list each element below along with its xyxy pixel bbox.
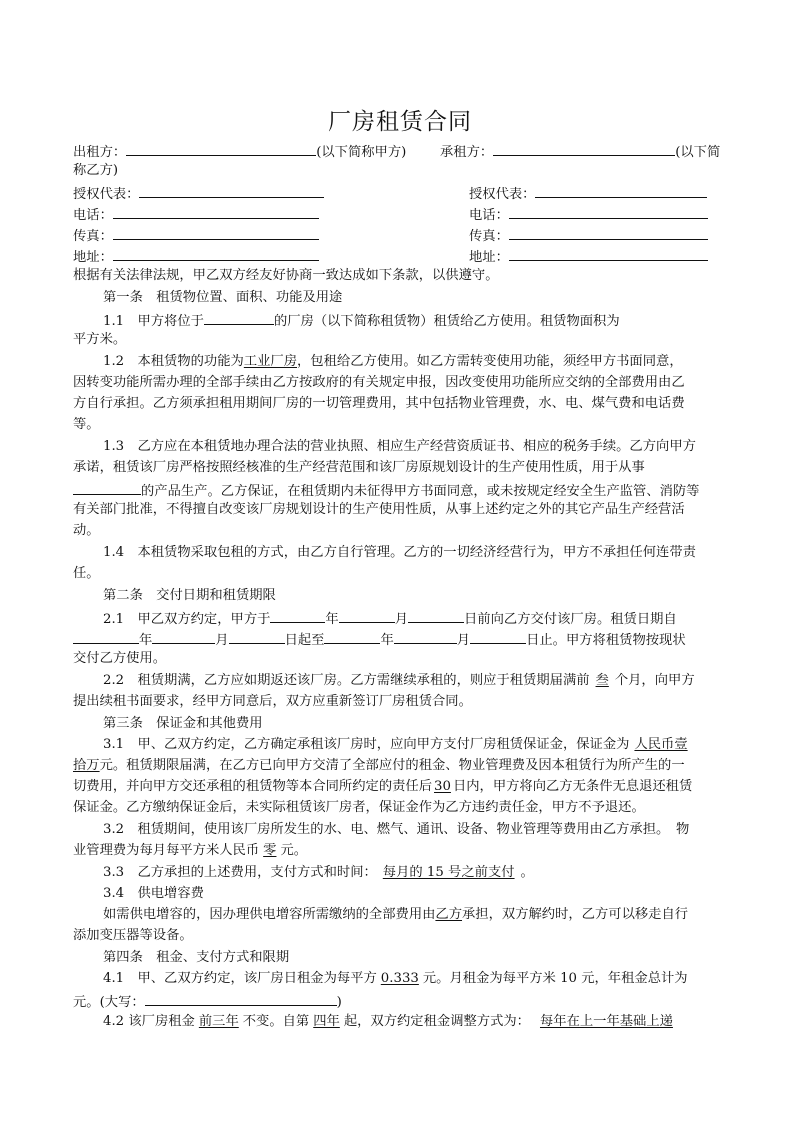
clause-1-2-line-2: 因转变功能所需办理的全部手续由乙方按政府的有关规定申报，因改变使用功能所应交纳的全部费用由乙 (73, 375, 685, 390)
lessee-address-blank[interactable] (509, 247, 708, 261)
clause-3-1-line-4: 保证金。乙方缴纳保证金后，未实际租赁该厂房者，保证金作为乙方违约责任金，甲方不予退还。 (73, 800, 645, 815)
lessee-fax-label: 传真： (469, 229, 509, 244)
clause-1-3-line-1: 1.3 乙方应在本租赁地办理合法的营业执照、相应生产经营资质证书、相应的税务手续。乙方向甲方 (103, 439, 696, 454)
clause-1-3-line-5: 动。 (73, 523, 100, 538)
clause-3-4-line-1: 如需供电增容的，因办理供电增容所需缴纳的全部费用由乙方承担，双方解约时，乙方可以移走自行 (103, 907, 689, 922)
article-4-heading: 第四条 租金、支付方式和限期 (103, 950, 290, 965)
lessor-fax-label: 传真： (73, 229, 113, 244)
power-fee-payer-fill: 乙方 (435, 907, 463, 922)
lessor-suffix: (以下简称甲方) (316, 145, 407, 160)
product-blank[interactable] (73, 481, 141, 495)
clause-3-1-line-3: 切费用，并向甲方交还承租的租赁物等本合同所约定的责任后 30 日内，甲方将向乙方无条件无息退还租赁 (73, 779, 693, 794)
lessor-address-label: 地址： (73, 250, 113, 265)
lessee-address-label: 地址： (469, 250, 509, 265)
clause-1-3-line-3: 的产品生产。乙方保证，在租赁期内未征得甲方书面同意，或未按规定经安全生产监管、消防等 (73, 481, 699, 500)
lessor-phone-line (73, 205, 319, 224)
clause-3-4-line-2: 添加变压器等设备。 (73, 928, 193, 943)
lessor-fax-blank[interactable] (113, 226, 319, 240)
clause-1-1-line-1: 1.1 甲方将位于 的厂房（以下简称租赁物）租赁给乙方使用。租赁物面积为 (103, 311, 728, 330)
lessor-line (73, 142, 406, 161)
adjust-method-fill: 每年在上一年基础上递 (539, 1014, 673, 1029)
adjust-start-year-fill: 四年 (313, 1014, 340, 1029)
lessee-fax-blank[interactable] (509, 226, 708, 240)
clause-1-4-line-2: 任。 (73, 566, 100, 581)
clause-2-1-line-1: 2.1 甲乙双方约定，甲方于 年 月 日前向乙方交付该厂房。租赁日期自 (103, 609, 677, 628)
article-2-heading: 第二条 交付日期和租赁期限 (103, 588, 276, 603)
lessor-agent-blank[interactable] (139, 184, 324, 198)
delivery-year-blank[interactable] (270, 609, 325, 623)
delivery-month-blank[interactable] (339, 609, 395, 623)
renewal-months-fill: 叁 (595, 673, 609, 688)
function-fill: 工业厂房 (243, 354, 298, 369)
document-title: 厂房租赁合同 (328, 109, 472, 135)
lessor-address-line (73, 247, 319, 266)
refund-days-fill: 30 (434, 779, 451, 794)
location-blank[interactable] (204, 311, 274, 325)
start-year-blank[interactable] (73, 630, 139, 644)
lessee-line (440, 142, 720, 161)
deposit-fill-2: 拾万 (73, 758, 100, 773)
clause-2-1-line-2: 年 月 日起至 年 月 日止。甲方将租赁物按现状 (73, 630, 686, 649)
clause-1-2-line-4: 等。 (73, 417, 100, 432)
clause-1-2-line-1: 1.2 本租赁物的功能为工业厂房，包租给乙方使用。如乙方需转变使用功能，须经甲方书面同意， (103, 354, 683, 369)
lessor-fax-line (73, 226, 319, 245)
lessee-fax-line (469, 226, 708, 245)
lessor-phone-label: 电话： (73, 208, 113, 223)
clause-2-2-line-1: 2.2 租赁期满，乙方应如期返还该厂房。乙方需继续承租的，则应于租赁期届满前 叁 个月，向甲方 (103, 673, 695, 688)
clause-1-3-line-4: 有关部门批准，不得擅自改变该厂房规划设计的生产使用性质，从事上述约定之外的其它产品生产经营活 (73, 502, 685, 517)
fixed-period-fill: 前三年 (198, 1014, 239, 1029)
clause-3-1-line-1: 3.1 甲、乙双方约定，乙方确定承租该厂房时，应向甲方支付厂房租赁保证金，保证金为 人民币壹 (103, 737, 688, 752)
clause-4-1-line-2: 元。(大写： ) (73, 992, 342, 1011)
clause-1-1-line-2: 平方米。 (73, 332, 127, 347)
lessee-agent-line (469, 184, 707, 203)
lessee-phone-label: 电话： (469, 208, 509, 223)
article-3-heading: 第三条 保证金和其他费用 (103, 716, 263, 731)
end-month-blank[interactable] (394, 630, 457, 644)
lessor-phone-blank[interactable] (113, 205, 319, 219)
lessor-agent-label: 授权代表： (73, 187, 140, 202)
lessee-address-line (469, 247, 708, 266)
clause-1-4-line-1: 1.4 本租赁物采取包租的方式，由乙方自行管理。乙方的一切经济经营行为，甲方不承担任何连带责 (103, 545, 696, 560)
lessee-agent-blank[interactable] (535, 184, 707, 198)
lessor-blank[interactable] (126, 142, 316, 156)
clause-1-3-line-2: 承诺，租赁该厂房严格按照经核准的生产经营范围和该厂房原规划设计的生产使用性质，用于从事 (73, 460, 645, 475)
start-day-blank[interactable] (229, 630, 285, 644)
clause-3-2-line-1: 3.2 租赁期间，使用该厂房所发生的水、电、燃气、通讯、设备、物业管理等费用由乙方承担。 物 (103, 822, 690, 837)
clause-3-4-heading: 3.4 供电增容费 (103, 886, 204, 901)
lessee-blank[interactable] (493, 142, 675, 156)
clause-2-2-line-2: 提出续租书面要求，经甲方同意后，双方应重新签订厂房租赁合同。 (73, 694, 472, 709)
article-1-heading: 第一条 租赁物位置、面积、功能及用途 (103, 290, 343, 305)
clause-3-3-line-1: 3.3 乙方承担的上述费用，支付方式和时间： 每月的 15 号之前支付 。 (103, 865, 534, 880)
intro-paragraph: 根据有关法律法规，甲乙双方经友好协商一致达成如下条款，以供遵守。 (73, 268, 499, 283)
clause-1-2-line-3: 方自行承担。乙方须承担租用期间厂房的一切管理费用，其中包括物业管理费，水、电、煤气费和电话费 (73, 396, 685, 411)
lessor-address-blank[interactable] (113, 247, 319, 261)
lessee-label: 承租方： (440, 145, 494, 160)
clause-4-1-line-1: 4.1 甲、乙双方约定，该厂房日租金为每平方 0.333 元。月租金为每平方米 10 元，年租金总计为 (103, 971, 688, 986)
lessee-phone-line (469, 205, 708, 224)
management-fee-fill: 零 (263, 843, 277, 858)
end-year-blank[interactable] (324, 630, 380, 644)
end-day-blank[interactable] (470, 630, 526, 644)
lessee-phone-blank[interactable] (509, 205, 708, 219)
start-month-blank[interactable] (152, 630, 215, 644)
clause-4-2-line-1: 4.2 该厂房租金 前三年 不变。自第 四年 起，双方约定租金调整方式为： 每年在上一年基础上递 (103, 1014, 673, 1029)
lessor-label: 出租方： (73, 145, 127, 160)
lessee-suffix-a: (以下简 (675, 145, 721, 160)
deposit-fill-1: 人民币壹 (634, 737, 688, 752)
clause-3-2-line-2: 业管理费为每月每平方米人民币 零 元。 (73, 843, 308, 858)
clause-2-1-line-3: 交付乙方使用。 (73, 651, 167, 666)
clause-3-1-line-2: 拾万元。租赁期限届满，在乙方已向甲方交清了全部应付的租金、物业管理费及因本租赁行为所产生的一 (73, 758, 685, 773)
delivery-day-blank[interactable] (408, 609, 464, 623)
lessee-suffix-b: 称乙方) (73, 163, 119, 178)
lessor-agent-line (73, 184, 324, 203)
daily-rent-fill: 0.333 (380, 971, 419, 986)
payment-time-fill: 每月的 15 号之前支付 (382, 865, 515, 880)
lessee-agent-label: 授权代表： (469, 187, 536, 202)
annual-rent-capital-blank[interactable] (145, 992, 337, 1006)
